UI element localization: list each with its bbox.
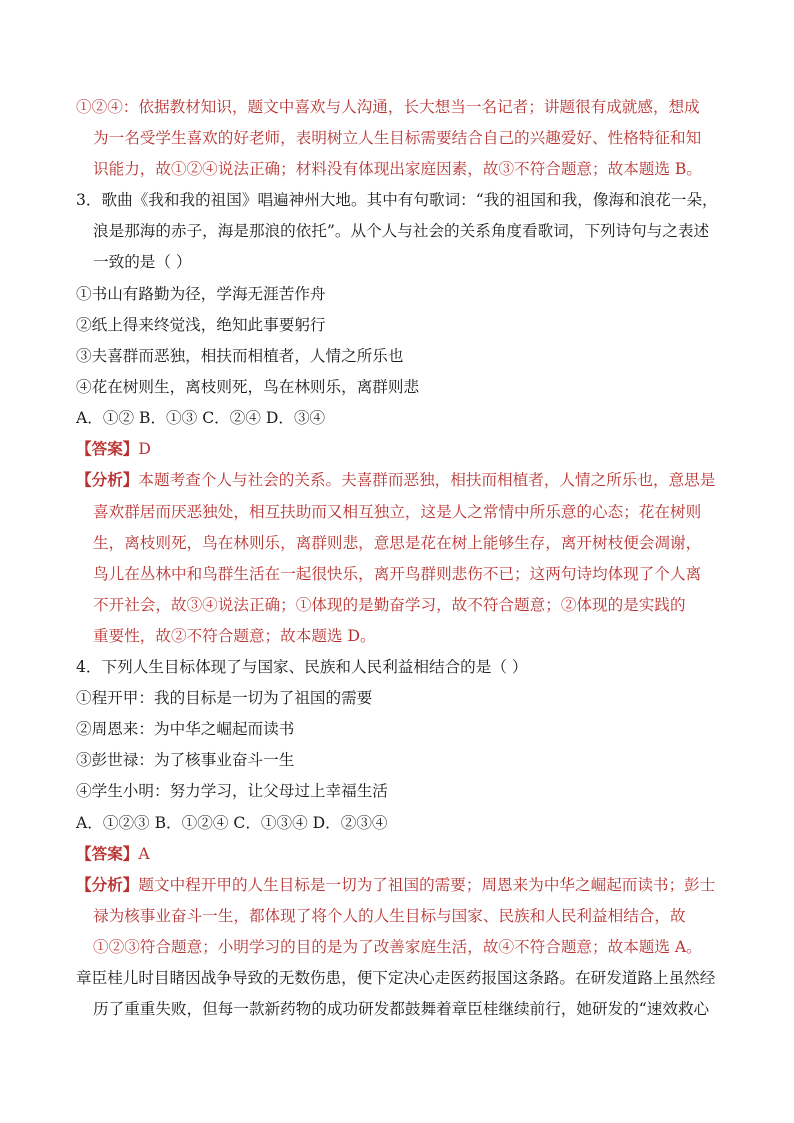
q3-analysis-line-4: 鸟儿在丛林中和鸟群生活在一起很快乐，离开鸟群则悲伤不已；这两句诗均体现了个人离 <box>93 565 702 583</box>
q4-item-3: ③彭世禄：为了核事业奋斗一生 <box>76 751 295 769</box>
q4-item-1: ①程开甲：我的目标是一切为了祖国的需要 <box>76 689 373 707</box>
q3-answer-value: D <box>138 440 151 458</box>
q4-item-2: ②周恩来：为中华之崛起而读书 <box>76 720 295 738</box>
q3-analysis-line-5: 不开社会，故③④说法正确；①体现的是勤奋学习，故不符合题意；②体现的是实践的 <box>93 596 686 614</box>
q4-item-4: ④学生小明：努力学习，让父母过上幸福生活 <box>76 782 388 800</box>
q3-answer-tag: 【答案】 <box>76 439 139 458</box>
q4-analysis-line-1: 【分析】题文中程开甲的人生目标是一切为了祖国的需要；周恩来为中华之崛起而读书；彭士 <box>76 875 716 894</box>
q5-stem-line-1: 章臣桂儿时目睹因战争导致的无数伤患，便下定决心走医药报国这条路。在研发道路上虽然经 <box>76 969 716 987</box>
q3-item-3: ③夫喜群而恶独，相扶而相植者，人情之所乐也 <box>76 347 404 365</box>
q4-answer-value: A <box>138 845 150 863</box>
q3-item-1: ①书山有路勤为径，学海无涯苦作舟 <box>76 285 326 303</box>
prev-analysis-line-2: 为一名受学生喜欢的好老师，表明树立人生目标需要结合自己的兴趣爱好、性格特征和知 <box>93 129 702 147</box>
q4-analysis-line-3: ①②③符合题意；小明学习的目的是为了改善家庭生活，故④不符合题意；故本题选 A。 <box>93 938 702 956</box>
q3-analysis-line-6: 重要性，故②不符合题意；故本题选 D。 <box>93 627 376 645</box>
q3-analysis-tag: 【分析】 <box>76 470 139 489</box>
q4-stem: 4．下列人生目标体现了与国家、民族和人民利益相结合的是（ ） <box>76 658 528 676</box>
q3-answer <box>76 438 151 460</box>
q4-analysis-tag: 【分析】 <box>76 875 139 894</box>
prev-analysis-line-1: ①②④：依据教材知识，题文中喜欢与人沟通，长大想当一名记者；讲题很有成就感，想成 <box>76 98 700 116</box>
q3-stem-line-1: 3．歌曲《我和我的祖国》唱遍神州大地。其中有句歌词：“我的祖国和我，像海和浪花一朵， <box>76 191 718 209</box>
q4-answer-tag: 【答案】 <box>76 844 139 863</box>
q4-answer <box>76 843 150 865</box>
q5-stem-line-2: 历了重重失败，但每一款新药物的成功研发都鼓舞着章臣桂继续前行，她研发的“速效救心 <box>93 1000 710 1018</box>
prev-analysis-line-3: 识能力，故①②④说法正确；材料没有体现出家庭因素，故③不符合题意；故本题选 B。 <box>93 160 702 178</box>
q3-analysis-line-2: 喜欢群居而厌恶独处，相互扶助而又相互独立，这是人之常情中所乐意的心态；花在树则 <box>93 503 702 521</box>
q3-item-4: ④花在树则生，离枝则死，鸟在林则乐，离群则悲 <box>76 378 420 396</box>
q4-options: A．①②③ B．①②④ C．①③④ D．②③④ <box>76 814 388 832</box>
q4-analysis-line-2: 禄为核事业奋斗一生，都体现了将个人的人生目标与国家、民族和人民利益相结合，故 <box>93 907 686 925</box>
q3-analysis-line-3: 生，离枝则死，鸟在林则乐，离群则悲，意思是花在树上能够生存，离开树枝便会凋谢， <box>93 534 702 552</box>
q3-item-2: ②纸上得来终觉浅，绝知此事要躬行 <box>76 316 326 334</box>
q3-stem-line-2: 浪是那海的赤子，海是那浪的依托”。从个人与社会的关系角度看歌词，下列诗句与之表述 <box>93 222 710 240</box>
q3-analysis-line-1: 【分析】本题考查个人与社会的关系。夫喜群而恶独，相扶而相植者，人情之所乐也，意思是 <box>76 470 716 489</box>
q3-stem-line-3: 一致的是（ ） <box>93 253 192 271</box>
q3-options: A．①② B．①③ C．②④ D．③④ <box>76 409 326 427</box>
